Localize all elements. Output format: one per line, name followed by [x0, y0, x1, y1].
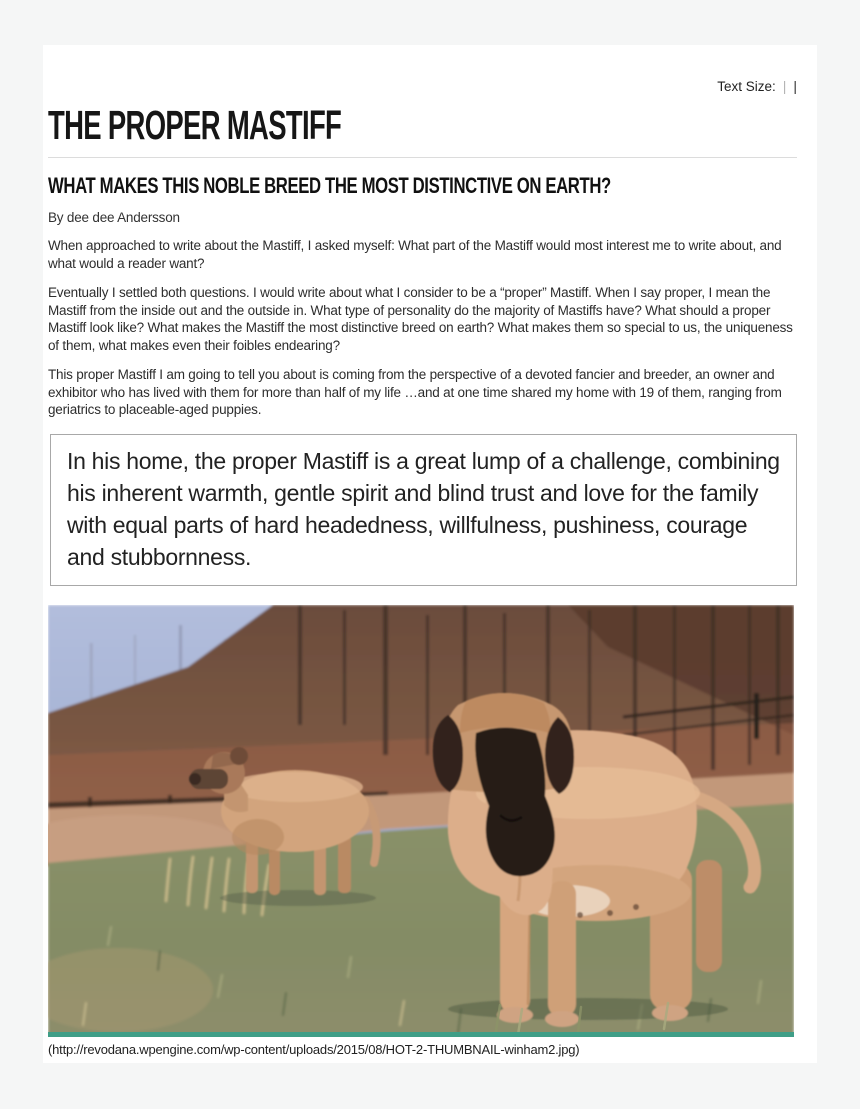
text-size-large-button[interactable]: | [793, 78, 797, 94]
paragraph-1: When approached to write about the Mastiff, I asked myself: What part of the Mastiff would most interest me to write about, and what would a reader want? [48, 238, 782, 271]
text-size-control [48, 45, 797, 96]
paragraph-2: Eventually I settled both questions. I would write about what I consider to be a “proper” Mastiff. When I say proper, I mean the Mastiff from the inside out and the outside in. What type of personality do the majority of Mastiffs have? What should a proper Mastiff look like? What makes the Mastiff the most distinctive breed on earth? What makes them so special to us, the uniqueness of them, what makes even their foibles endearing? [48, 285, 793, 353]
byline: By dee dee Andersson [48, 210, 180, 225]
pull-quote: In his home, the proper Mastiff is a great lump of a challenge, combining his inherent warmth, gentle spirit and blind trust and love for the family with equal parts of hard headedness, willfulness, pushiness, courage and stubbornness. [50, 434, 797, 586]
mastiff-photo [48, 605, 794, 1037]
mastiff-photo-figure [48, 605, 797, 1057]
title-divider [48, 157, 797, 158]
photo-caption: (http://revodana.wpengine.com/wp-content/uploads/2015/08/HOT-2-THUMBNAIL-winham2.jpg) [48, 1041, 580, 1057]
article-card [43, 45, 817, 1063]
text-size-small-button[interactable]: | [782, 78, 787, 94]
photo-bottom-strip [48, 1032, 794, 1037]
article-subtitle: WHAT MAKES THIS NOBLE BREED THE MOST DISTINCTIVE ON EARTH? [48, 173, 611, 198]
text-size-label: Text Size: [717, 79, 776, 94]
paragraph-3: This proper Mastiff I am going to tell you about is coming from the perspective of a devoted fancier and breeder, an owner and exhibitor who has lived with them for more than half of my life …and at one time shared my home with 19 of them, ranging from geriatrics to placeable-aged puppies. [48, 367, 782, 417]
page-title: THE PROPER MASTIFF [48, 102, 342, 148]
